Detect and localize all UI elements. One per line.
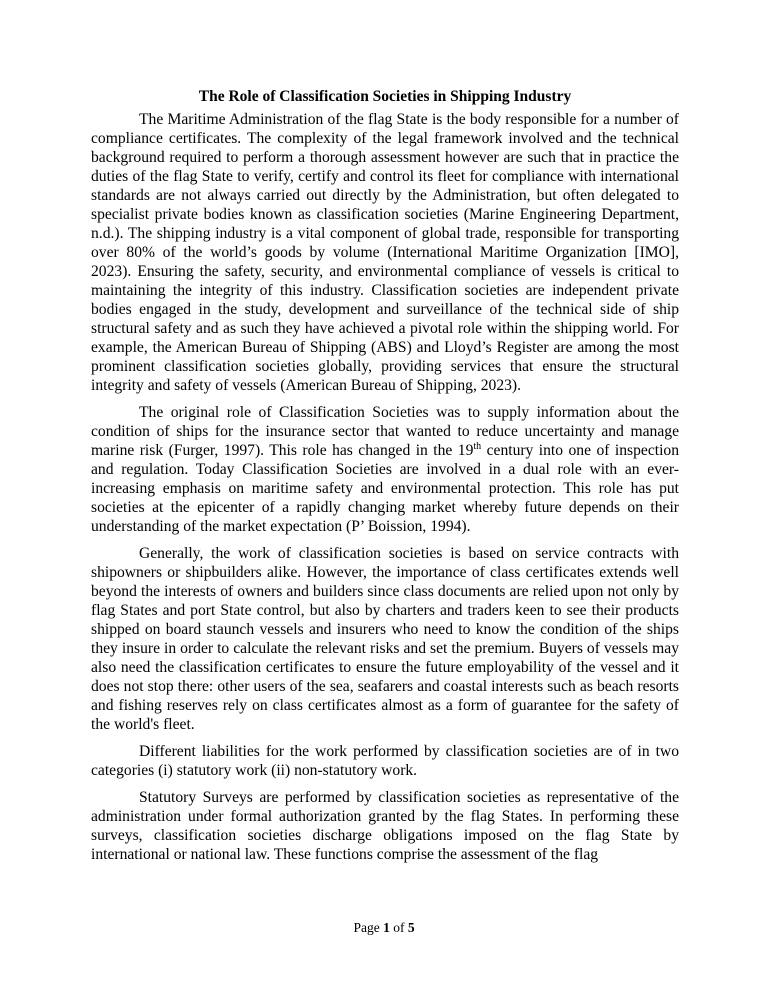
paragraph-2: [91, 403, 679, 536]
paragraph-4: Different liabilities for the work performed by classification societies are of in two categories (i) statutory work (ii) non-statutory work.: [91, 743, 679, 779]
paragraph-5: Statutory Surveys are performed by classification societies as representative of the administration under formal authorization granted by the flag States. In performing these surveys, classification societies discharge obligations imposed on the flag State by international or national law. These functions comprise the assessment of the flag: [91, 789, 679, 863]
paragraph-2-part-1: The original role of Classification Societies was to supply information about the condition of ships for the insurance sector that wanted to reduce uncertainty and manage marine risk (Furger, 1997). This role has changed in the 19: [91, 404, 679, 459]
paragraph-2-part-2: century into one of inspection and regulation. Today Classification Societies are involved in a dual role with an ever-increasing emphasis on maritime safety and environmental protection. This role has put societies at the epicenter of a rapidly changing market whereby future depends on their understanding of the market expectation (P’ Boission, 1994).: [91, 442, 679, 535]
current-page-number: 1: [383, 920, 390, 935]
page-label: Page: [353, 920, 380, 935]
document-body: [91, 87, 679, 872]
paragraph-3: Generally, the work of classification societies is based on service contracts with shipowners or shipbuilders alike. However, the importance of class certificates extends well beyond the interests of owners and builders since class documents are relied upon not only by flag States and port State control, but also by charters and traders keen to see their products shipped on board staunch vessels and insurers who need to know the condition of the ships they insure in order to calculate the relevant risks and set the premium. Buyers of vessels may also need the classification certificates to ensure the future employability of the vessel and it does not stop there: other users of the sea, seafarers and coastal interests such as beach resorts and fishing reserves rely on class certificates almost as a form of guarantee for the safety of the world's fleet.: [91, 545, 679, 733]
page-footer: [0, 920, 768, 936]
document-title: The Role of Classification Societies in Shipping Industry: [198, 88, 572, 105]
paragraph-1: The Maritime Administration of the flag State is the body responsible for a number of compliance certificates. The complexity of the legal framework involved and the technical background required to perform a thorough assessment however are such that in practice the duties of the flag State to verify, certify and control its fleet for compliance with international standards are not always carried out directly by the Administration, but often delegated to specialist private bodies known as classification societies (Marine Engineering Department, n.d.). The shipping industry is a vital component of global trade, responsible for transporting over 80% of the world’s goods by volume (International Maritime Organization [IMO], 2023). Ensuring the safety, security, and environmental compliance of vessels is critical to maintaining the integrity of this industry. Classification societies are independent private bodies engaged in the study, development and surveillance of the technical side of ship structural safety and as such they have achieved a pivotal role within the shipping world. For example, the American Bureau of Shipping (ABS) and Lloyd’s Register are among the most prominent classification societies globally, providing services that ensure the structural integrity and safety of vessels (American Bureau of Shipping, 2023).: [91, 111, 679, 394]
of-label: of: [393, 920, 405, 935]
ordinal-superscript: th: [473, 440, 482, 452]
total-pages-number: 5: [407, 920, 415, 935]
